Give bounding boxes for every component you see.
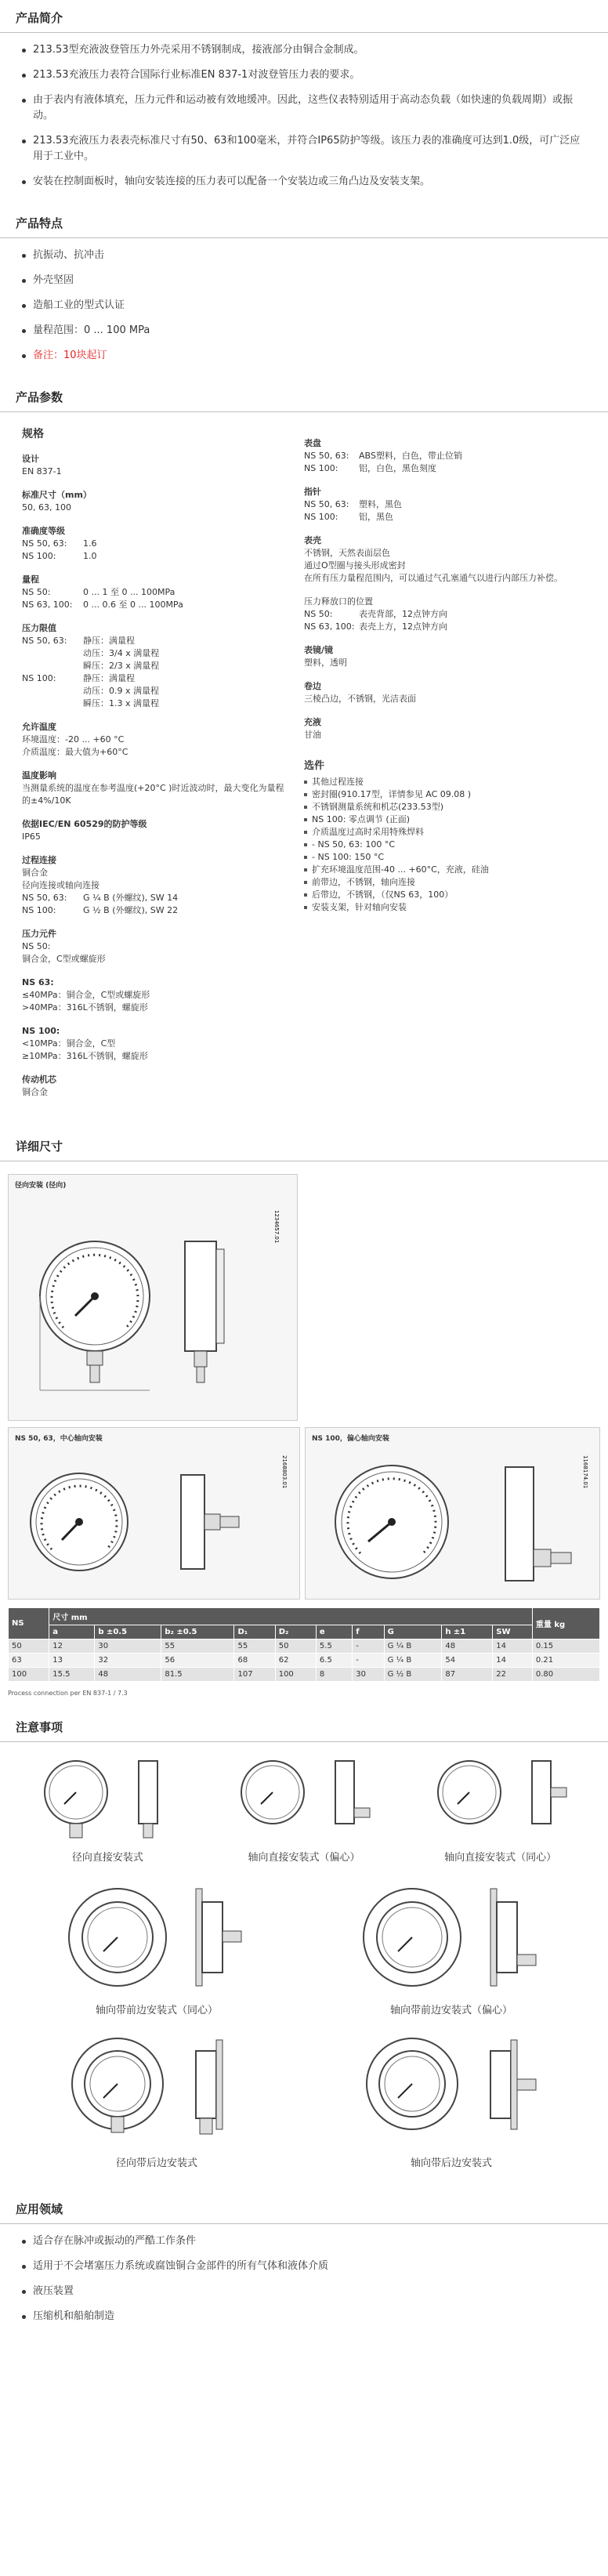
table-header: f [353,1625,384,1639]
row-value: 铝，黑色 [359,512,393,522]
row-key: NS 50, 63: [22,636,67,646]
table-cell: G ¼ B [384,1639,442,1654]
row-key: NS 50, 63: [304,499,349,509]
table-header: SW [493,1625,533,1639]
bezel-label: 卷边 [304,681,321,691]
row-key: NS 100: [22,673,56,683]
pointer-label: 指针 [304,487,321,497]
mount-variant [9,1882,304,2016]
list-item: 由于表内有液体填充，压力元件和运动被有效地缓冲。因此，这些仪表特别适用于高动态负载（如快速的负载周期）或振动。 [22,92,586,124]
row-key: NS 50, 63: [22,538,67,549]
intro-title: 产品简介 [0,0,608,33]
list-item: 液压装置 [22,2284,586,2299]
features-title: 产品特点 [0,205,608,238]
fill-label: 充液 [304,717,321,727]
row-value: 静压：满量程 [83,673,135,683]
ns63-value: ≤40MPa：铜合金，C型或螺旋形 >40MPa：316L不锈钢，螺旋形 [22,990,150,1013]
mount-label: 径向带后边安装式 [115,2158,197,2169]
table-cell: 48 [442,1639,493,1654]
list-item: 213.53型充液波登管压力外壳采用不锈钢制成，接液部分由铜合金制成。 [22,42,586,58]
case-label: 表壳 [304,535,321,545]
mount-variant [304,1882,599,2016]
table-cell: 14 [493,1639,533,1654]
table-footnote: Process connection per EN 837-1 / 7.3 [8,1690,128,1697]
list-item: - NS 100: 150 °C [304,851,574,864]
table-cell: 30 [95,1639,161,1654]
drawing-code: 2168803.01 [281,1455,288,1489]
gauge-drawing-svg [55,2035,259,2145]
ip-label: 依据IEC/EN 60529的防护等级 [22,819,147,829]
window-value: 塑料，透明 [304,658,347,668]
gauge-drawing-svg [422,1753,579,1839]
table-cell: 22 [493,1668,533,1682]
list-item: 抗振动、抗冲击 [22,248,586,263]
table-cell: 0.80 [532,1668,599,1682]
list-item: 量程范围：0 ... 100 MPa [22,323,586,339]
mount-title: 注意事项 [0,1709,608,1742]
list-item: 213.53充液压力表表壳标准尺寸有50、63和100毫米，并符合IP65防护等级。该压力表的准确度可达到1.0级，可广泛应用于工业中。 [22,133,586,165]
params-body [0,412,608,1129]
table-cell: 56 [161,1654,234,1668]
table-header: a [49,1625,95,1639]
table-cell: 107 [234,1668,275,1682]
row-value: 0 ... 1 至 0 ... 100MPa [83,587,176,597]
table-header: 重量 kg [532,1608,599,1639]
table-cell: 50 [275,1639,316,1654]
table-row [9,1639,600,1654]
row-key: NS 50: [22,587,51,597]
table-header: h ±1 [442,1625,493,1639]
mount-variant [9,2035,304,2169]
gauge-drawing-svg [226,1753,382,1839]
mount-label: 轴向带前边安装式（偏心） [389,2005,512,2016]
list-item: 介质温度过高时采用特殊焊料 [304,826,574,839]
connection-value: 铜合金 径向连接或轴向连接 [22,868,100,890]
design-label: 设计 [22,454,39,464]
fill-value: 甘油 [304,730,321,740]
table-row [9,1668,600,1682]
radial-mount-drawing [8,1174,298,1421]
table-cell: 81.5 [161,1668,234,1682]
list-item: 扩充环境温度范围-40 ... +60°C，充液，硅油 [304,864,574,876]
apps-title: 应用领域 [0,2191,608,2224]
table-cell: 55 [161,1639,234,1654]
gauge-drawing-svg [55,1882,259,1992]
row-value: 1.0 [83,551,97,561]
list-item: 前带边，不锈钢，轴向连接 [304,876,574,889]
table-header: G [384,1625,442,1639]
ns100-label: NS 100: [22,1026,60,1036]
table-cell: - [353,1654,384,1668]
temp-label: 允许温度 [22,722,56,732]
ns100-value: <10MPa：铜合金，C型 ≥10MPa：316L不锈钢，螺旋形 [22,1038,148,1061]
accuracy-label: 准确度等级 [22,526,65,536]
eccentric-axial-drawing [305,1427,600,1600]
list-item: 适合存在脉冲或振动的严酷工作条件 [22,2234,586,2249]
table-cell: 54 [442,1654,493,1668]
table-cell: 15.5 [49,1668,95,1682]
row-key: NS 100: [304,512,338,522]
table-cell: 12 [49,1639,95,1654]
list-item: 安装支架，针对轴向安装 [304,901,574,914]
case-value: 不锈钢，天然表面层色 通过O型圈与接头形成密封 在所有压力量程范围内，可以通过气孔塞通气以进行内部压力补偿。 [304,548,563,583]
table-cell: 100 [9,1668,49,1682]
order-note: 备注：10块起订 [22,348,586,364]
list-item: NS 100: 零点调节 (正面) [304,813,574,826]
size-value: 50, 63, 100 [22,502,71,513]
window-label: 表镜/镜 [304,645,334,655]
dims-title: 详细尺寸 [0,1129,608,1161]
table-header: e [316,1625,352,1639]
row-key: NS 50, 63: [304,451,349,461]
table-cell: 100 [275,1668,316,1682]
table-cell: 6.5 [316,1654,352,1668]
table-header: NS [9,1608,49,1639]
table-cell: 8 [316,1668,352,1682]
vent-label: 压力释放口的位置 [304,596,373,607]
apps-list [0,2224,608,2340]
radial-drawing-svg [9,1194,297,1418]
design-value: EN 837-1 [22,466,62,476]
connection-label: 过程连接 [22,855,56,865]
list-item: 不锈钢测量系统和机芯(233.53型) [304,801,574,813]
table-row [9,1654,600,1668]
figure-caption: NS 100，偏心轴向安装 [312,1435,389,1443]
table-header: D₁ [234,1625,275,1639]
spec-heading: 规格 [22,428,44,440]
list-item: 外壳坚固 [22,273,586,288]
list-item: 其他过程连接 [304,776,574,788]
table-cell: 50 [9,1639,49,1654]
row-value: 塑料，黑色 [359,499,402,509]
mount-variant [422,1753,579,1864]
range-label: 量程 [22,574,39,585]
gauge-drawing-svg [29,1753,186,1839]
table-cell: 87 [442,1668,493,1682]
ns63-label: NS 63: [22,977,54,987]
bezel-value: 三棱凸边，不锈钢，光洁表面 [304,694,416,704]
temp-influence-label: 温度影响 [22,770,56,781]
row-value: 表壳上方，12点钟方向 [359,621,447,632]
table-header: D₂ [275,1625,316,1639]
list-item: 造船工业的型式认证 [22,298,586,313]
row-value: 动压：0.9 x 满量程 [83,686,159,696]
table-cell: 63 [9,1654,49,1668]
row-key: NS 63, 100: [304,621,355,632]
table-cell: 55 [234,1639,275,1654]
table-cell: G ½ B [384,1668,442,1682]
size-label: 标准尺寸（mm） [22,490,92,500]
mount-label: 轴向直接安装式（偏心） [248,1852,360,1864]
drawing-code: 1234657.01 [273,1210,280,1244]
pressure-limit-label: 压力限值 [22,623,56,633]
table-header: b₂ ±0.5 [161,1625,234,1639]
row-value: 铝，白色，黑色刻度 [359,463,436,473]
table-cell: 0.15 [532,1639,599,1654]
central-axial-drawing [8,1427,300,1600]
mount-variant [226,1753,382,1864]
mount-label: 轴向带后边安装式 [410,2158,492,2169]
row-value: 表壳背部，12点钟方向 [359,609,447,619]
drawing-code: 1168174.01 [582,1455,588,1489]
mount-label: 轴向带前边安装式（同心） [95,2005,218,2016]
options-list [304,776,574,914]
list-item: 密封圈(910.17型，详情参见 AC 09.08 ) [304,788,574,801]
intro-list [0,33,608,205]
element-value: NS 50: 铜合金，C型或螺旋形 [22,941,106,964]
mount-label: 轴向直接安装式（同心） [444,1852,557,1864]
temp-value: 环境温度：-20 ... +60 °C 介质温度：最大值为+60°C [22,734,128,757]
row-value: G ½ B (外螺纹), SW 22 [83,905,179,915]
dimensions-table [8,1607,600,1682]
row-key: NS 50, 63: [22,893,67,903]
mount-label: 径向直接安装式 [71,1852,143,1864]
mount-variant [304,2035,599,2169]
list-item: 后带边，不锈钢，（仅NS 63，100） [304,889,574,901]
dial-label: 表盘 [304,438,321,448]
row-value: 瞬压：1.3 x 满量程 [83,698,159,708]
list-item: 适用于不会堵塞压力系统或腐蚀铜合金部件的所有气体和液体介质 [22,2259,586,2274]
list-item: - NS 50, 63: 100 °C [304,839,574,851]
params-right [304,422,586,1110]
list-item: 压缩机和船舶制造 [22,2309,586,2324]
gauge-drawing-svg [349,1882,553,1992]
table-header: 尺寸 mm [49,1608,533,1625]
central-drawing-svg [9,1447,299,1596]
table-cell: - [353,1639,384,1654]
table-cell: 62 [275,1654,316,1668]
row-value: 静压：满量程 [83,636,135,646]
mount-variant [29,1753,186,1864]
row-value: 1.6 [83,538,97,549]
movement-label: 传动机芯 [22,1074,56,1085]
element-label: 压力元件 [22,929,56,939]
options-label: 选件 [304,760,325,772]
row-value: 0 ... 0.6 至 0 ... 100MPa [83,600,183,610]
table-cell: 0.21 [532,1654,599,1668]
figure-caption: NS 50, 63，中心轴向安装 [15,1435,103,1443]
gauge-drawing-svg [349,2035,553,2145]
table-cell: 48 [95,1668,161,1682]
eccentric-drawing-svg [306,1447,599,1596]
movement-value: 铜合金 [22,1087,48,1097]
table-cell: 30 [353,1668,384,1682]
table-cell: 13 [49,1654,95,1668]
row-value: G ¼ B (外螺纹), SW 14 [83,893,179,903]
row-value: 瞬压：2/3 x 满量程 [83,661,160,671]
list-item: 213.53充液压力表符合国际行业标准EN 837-1对波登管压力表的要求。 [22,67,586,83]
table-cell: 5.5 [316,1639,352,1654]
row-key: NS 63, 100: [22,600,73,610]
table-cell: 14 [493,1654,533,1668]
params-left [22,422,304,1110]
row-key: NS 50: [304,609,333,619]
row-value: ABS塑料，白色，带止位销 [359,451,462,461]
table-cell: 68 [234,1654,275,1668]
row-value: 动压：3/4 x 满量程 [83,648,160,658]
row-key: NS 100: [22,551,56,561]
mount-grid [0,1871,608,2191]
row-key: NS 100: [22,905,56,915]
table-cell: 32 [95,1654,161,1668]
ip-value: IP65 [22,831,41,842]
params-title: 产品参数 [0,379,608,412]
table-header: b ±0.5 [95,1625,161,1639]
row-key: NS 100: [304,463,338,473]
list-item: 安装在控制面板时，轴向安装连接的压力表可以配备一个安装边或三角凸边及安装支架。 [22,174,586,190]
figure-caption: 径向安装 (径向) [15,1182,67,1190]
mount-row-1 [0,1742,608,1871]
table-cell: G ¼ B [384,1654,442,1668]
features-list [0,238,608,379]
temp-influence-value: 当测量系统的温度在参考温度(+20°C )时近波动时，最大变化为量程的±4%/10K [22,783,284,806]
